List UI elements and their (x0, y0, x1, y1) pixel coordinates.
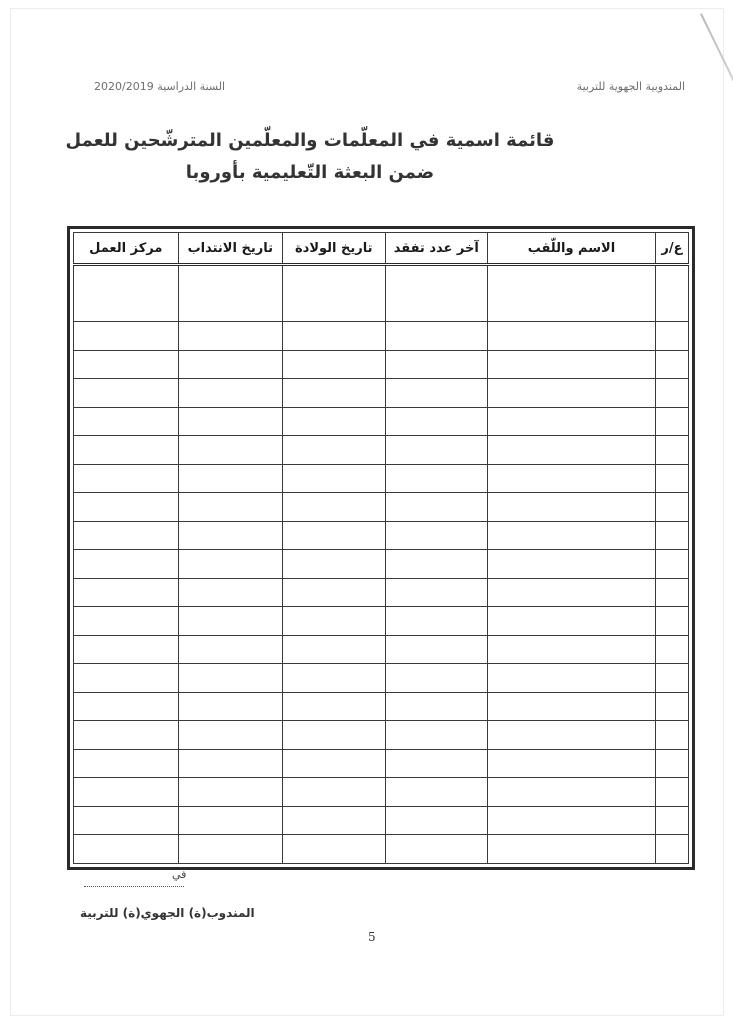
table-cell (283, 521, 386, 550)
table-cell (283, 436, 386, 465)
table-cell (178, 265, 283, 322)
table-cell (283, 835, 386, 864)
table-cell (283, 464, 386, 493)
table-cell (178, 379, 283, 408)
table-cell (74, 721, 179, 750)
table-cell (283, 407, 386, 436)
table-cell (283, 265, 386, 322)
table-row (74, 436, 689, 465)
table-cell (488, 550, 656, 579)
table-row (74, 493, 689, 522)
table-cell (178, 778, 283, 807)
table-row (74, 692, 689, 721)
table-cell (385, 436, 488, 465)
table-cell (488, 265, 656, 322)
table-row (74, 749, 689, 778)
table-cell (283, 350, 386, 379)
signature-place-mark: في (172, 868, 187, 881)
table-cell (385, 407, 488, 436)
table-cell (74, 778, 179, 807)
table-cell (488, 493, 656, 522)
table-cell (74, 635, 179, 664)
document-title: قائمة اسمية في المعلّمات والمعلّمين المترشّحين للعمل (65, 130, 555, 151)
table-cell (74, 578, 179, 607)
table-row (74, 350, 689, 379)
table-cell (178, 635, 283, 664)
header-school-year: السنة الدراسية 2020/2019 (94, 80, 226, 93)
table-cell (488, 578, 656, 607)
table-cell (488, 350, 656, 379)
table-cell (488, 521, 656, 550)
table-cell (74, 265, 179, 322)
table-cell (74, 550, 179, 579)
table-cell (655, 578, 688, 607)
table-row (74, 464, 689, 493)
table-cell (385, 778, 488, 807)
table-cell (655, 436, 688, 465)
table-cell (178, 806, 283, 835)
table-cell (488, 379, 656, 408)
table-cell (655, 721, 688, 750)
table-cell (655, 407, 688, 436)
table-cell (385, 607, 488, 636)
table-header-row (74, 233, 689, 265)
table-cell (385, 521, 488, 550)
table-cell (283, 578, 386, 607)
table-cell (178, 664, 283, 693)
table-cell (74, 806, 179, 835)
table-cell (74, 692, 179, 721)
table-cell (385, 350, 488, 379)
table-cell (488, 835, 656, 864)
table-cell (655, 521, 688, 550)
table-cell (283, 379, 386, 408)
table-row (74, 835, 689, 864)
table-row (74, 778, 689, 807)
table-cell (488, 322, 656, 351)
table-cell (178, 749, 283, 778)
table-cell (655, 322, 688, 351)
column-header-workplace: مركز العمل (74, 233, 179, 265)
signatory-label: المندوب(ة) الجهوي(ة) للتربية (80, 906, 255, 920)
table-cell (74, 407, 179, 436)
table-cell (385, 749, 488, 778)
table-cell (74, 749, 179, 778)
table-cell (655, 835, 688, 864)
page-number: 5 (368, 930, 376, 944)
table-cell (655, 350, 688, 379)
table-cell (385, 379, 488, 408)
table-cell (178, 350, 283, 379)
table-row (74, 550, 689, 579)
column-header-recruitment-date: تاريخ الانتداب (178, 233, 283, 265)
table-row (74, 265, 689, 322)
table-cell (283, 607, 386, 636)
table-cell (655, 550, 688, 579)
table-cell (488, 721, 656, 750)
table-cell (178, 493, 283, 522)
table-cell (178, 578, 283, 607)
table-cell (385, 664, 488, 693)
table-cell (283, 692, 386, 721)
table-cell (283, 550, 386, 579)
table-cell (385, 322, 488, 351)
table-cell (178, 464, 283, 493)
table-row (74, 607, 689, 636)
table-cell (283, 635, 386, 664)
table-cell (655, 635, 688, 664)
table-cell (385, 835, 488, 864)
column-header-serial: ع/ر (655, 233, 688, 265)
table-row (74, 407, 689, 436)
table-cell (74, 350, 179, 379)
table-cell (385, 493, 488, 522)
table-cell (74, 607, 179, 636)
table-cell (74, 521, 179, 550)
table-row (74, 578, 689, 607)
table-cell (178, 835, 283, 864)
table-cell (385, 265, 488, 322)
table-cell (655, 692, 688, 721)
table-cell (488, 407, 656, 436)
table-cell (178, 322, 283, 351)
table-cell (655, 379, 688, 408)
table-cell (283, 721, 386, 750)
table-cell (655, 806, 688, 835)
table-row (74, 635, 689, 664)
table-row (74, 379, 689, 408)
table-cell (178, 607, 283, 636)
table-row (74, 721, 689, 750)
table-cell (385, 578, 488, 607)
candidates-table (73, 232, 689, 864)
table-cell (178, 407, 283, 436)
table-cell (488, 749, 656, 778)
table-cell (655, 607, 688, 636)
table-cell (488, 806, 656, 835)
table-cell (488, 436, 656, 465)
table-cell (385, 635, 488, 664)
table-cell (488, 664, 656, 693)
column-header-last-inspection: آخر عدد تفقد (385, 233, 488, 265)
table-cell (74, 664, 179, 693)
table-cell (655, 749, 688, 778)
document-subtitle: ضمن البعثة التّعليمية بأوروبا (185, 162, 435, 183)
table-cell (655, 778, 688, 807)
table-cell (178, 550, 283, 579)
table-cell (74, 464, 179, 493)
table-cell (655, 664, 688, 693)
table-cell (385, 692, 488, 721)
header-directorate: المندوبية الجهوية للتربية (576, 80, 685, 93)
table-cell (74, 322, 179, 351)
table-cell (74, 436, 179, 465)
table-cell (655, 265, 688, 322)
table-cell (488, 692, 656, 721)
table-cell (178, 692, 283, 721)
table-cell (178, 436, 283, 465)
table-cell (655, 464, 688, 493)
signature-dotted-line (84, 876, 184, 887)
table-cell (385, 464, 488, 493)
table-cell (178, 721, 283, 750)
table-cell (283, 778, 386, 807)
table-cell (488, 778, 656, 807)
table-body (74, 265, 689, 864)
table-cell (74, 379, 179, 408)
table-cell (488, 607, 656, 636)
table-row (74, 521, 689, 550)
table-row (74, 806, 689, 835)
table-cell (283, 664, 386, 693)
table-cell (283, 322, 386, 351)
table-cell (385, 550, 488, 579)
table-cell (385, 806, 488, 835)
candidates-table-frame (67, 226, 695, 870)
table-cell (283, 493, 386, 522)
table-cell (74, 493, 179, 522)
table-cell (488, 464, 656, 493)
table-row (74, 664, 689, 693)
column-header-name: الاسم واللّقب (488, 233, 656, 265)
table-cell (283, 806, 386, 835)
table-cell (74, 835, 179, 864)
table-row (74, 322, 689, 351)
table-cell (178, 521, 283, 550)
table-cell (385, 721, 488, 750)
table-cell (488, 635, 656, 664)
table-cell (283, 749, 386, 778)
table-cell (655, 493, 688, 522)
column-header-birth-date: تاريخ الولادة (283, 233, 386, 265)
